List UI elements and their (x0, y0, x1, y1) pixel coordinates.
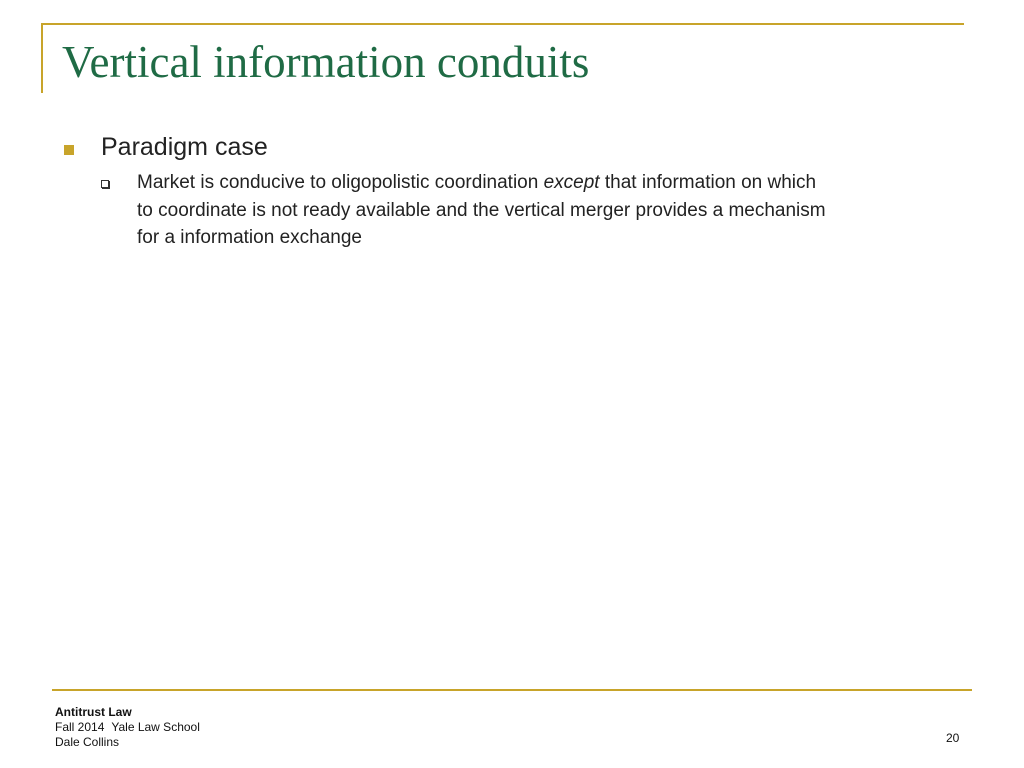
title-left-rule (41, 23, 43, 93)
slide-title: Vertical information conduits (62, 37, 590, 87)
emphasis-except: except (543, 172, 600, 193)
sub-bullet-text (137, 169, 967, 252)
sub-bullet-line-1-start: Market is conducive to oligopolistic coordination (137, 172, 544, 193)
sub-bullet-line-3: for a information exchange (137, 227, 362, 248)
footer-info (55, 705, 200, 750)
sub-bullet-line-1-end: that information on which (599, 172, 817, 193)
footer-term: Fall 2014 (55, 720, 105, 734)
bullet-text-paradigm-case: Paradigm case (101, 133, 268, 161)
hollow-square-icon (101, 180, 109, 188)
footer-rule (52, 689, 972, 691)
filled-square-icon (64, 145, 74, 155)
page-number: 20 (946, 731, 960, 745)
sub-bullet-line-1 (137, 169, 967, 197)
footer-school: Yale Law School (111, 720, 200, 734)
footer-author: Dale Collins (55, 735, 120, 749)
title-top-rule (42, 23, 964, 25)
footer-term-school (55, 720, 200, 735)
sub-bullet-line-2: to coordinate is not ready available and the vertical merger provides a mechanism (137, 199, 826, 221)
footer-course: Antitrust Law (55, 705, 132, 719)
